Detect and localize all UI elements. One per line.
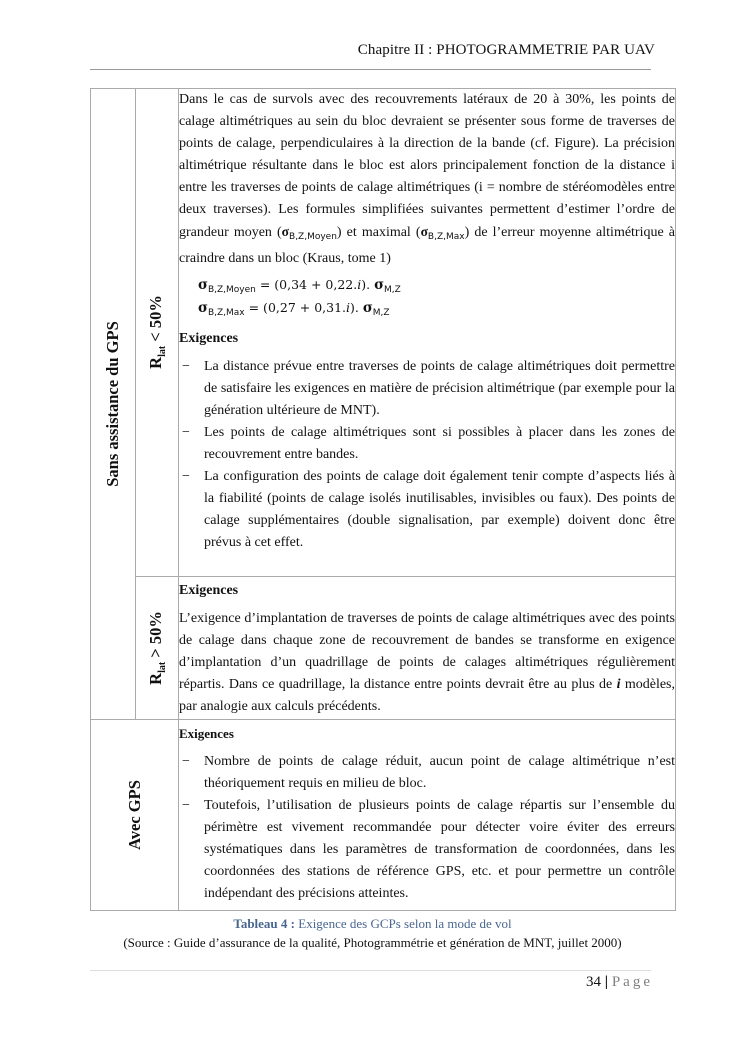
requirements-list: [179, 751, 675, 905]
dash-bullet-icon: −: [182, 359, 190, 374]
dash-bullet-icon: −: [182, 425, 190, 440]
dash-bullet-icon: −: [182, 798, 190, 813]
exigences-heading: Exigences: [179, 331, 239, 346]
group-label-gps: Avec GPS: [124, 780, 144, 850]
group-label-no-gps: Sans assistance du GPS: [103, 321, 122, 487]
table-row-with-gps: [91, 720, 676, 911]
group-label-cell-gps: [91, 720, 179, 911]
list-item: − Les points de calage altimétriques sont si possibles à placer dans les zones de recouvrement entre bandes.: [179, 422, 675, 466]
page-footer: 34 | Page: [586, 974, 653, 990]
footer-divider: [90, 970, 651, 971]
formula-max: $\sigma_{B,Z,Max} = (0,27 + 0,31.i)$. $\sigma_{M,Z}$: [198, 300, 390, 318]
exigences-heading: Exigences: [179, 582, 239, 598]
table-source: (Source : Guide d’assurance de la qualité, Photogrammétrie et génération de MNT, juillet 2000): [123, 935, 622, 950]
rlat-low-label-cell: [136, 89, 179, 577]
requirements-list: [179, 356, 675, 554]
list-item: − La configuration des points de calage doit également tenir compte d’aspects liés à la fiabilité (points de calage isolés inutilisables, invisibles ou faux). Des points de calage supplémentaires (double signalisation, par exemple) doivent donc être prévus à cet effet.: [179, 466, 675, 554]
header-divider: [90, 69, 651, 70]
table-row-rlat-low: [91, 89, 676, 577]
page-number: 34: [586, 974, 602, 990]
with-gps-content: [179, 720, 676, 911]
formula-moyen: $\sigma_{B,Z,Moyen} = (0,34 + 0,22.i)$. $\sigma_{M,Z}$: [198, 277, 401, 295]
gcp-requirements-table: [90, 88, 676, 911]
intro-paragraph: Dans le cas de survols avec des recouvrements latéraux de 20 à 30%, les points de calage altimétriques au sein du bloc devraient se présenter sous forme de traverses de points de calage, perpendiculaires à la direction de la bande (cf. Figure). La précision altimétrique résultante dans le bloc est alors principalement fonction de la distance i entre les traverses de points de calage altimétriques (i = nombre de stéréomodèles entre deux traverses). Les formules simplifiées suivantes permettent d’estimer l’ordre de grandeur moyen $(\sigma_{B,Z,Moyen})$ et maximal $(\sigma_{B,Z,Max})$ de l’erreur moyenne altimétrique à craindre dans un bloc (Kraus, tome 1): [179, 92, 675, 266]
rlat-low-content: [179, 89, 676, 577]
list-item: − Toutefois, l’utilisation de plusieurs points de calage répartis sur l’ensemble du périmètre est vivement recommandée pour détecter voire éviter des erreurs systématiques dans les paramètres de transformation de coordonnées, dans les coordonnées des stations de référence GPS, etc. et pour permettre un contrôle indépendant des précisions atteintes.: [179, 795, 675, 905]
rlat-high-label: $R_{lat} > 50\%$: [145, 610, 169, 685]
formula-block: [179, 276, 675, 322]
list-item: − Nombre de points de calage réduit, aucun point de calage altimétrique n’est théoriquement requis en milieu de bloc.: [179, 751, 675, 795]
rlat-low-label: $R_{lat} < 50\%$: [145, 295, 169, 369]
exigences-heading: Exigences: [179, 726, 234, 741]
rlat-high-label-cell: [136, 576, 179, 719]
table-row-rlat-high: [91, 576, 676, 719]
page-word: Page: [611, 974, 653, 990]
list-item: − La distance prévue entre traverses de points de calage altimétriques doit permettre de satisfaire les exigences en matière de précision altimétrique (par exemple pour la génération ultérieure de MNT).: [179, 356, 675, 422]
table-caption: Tableau 4 : Exigence des GCPs selon la mode de vol: [233, 916, 512, 931]
dash-bullet-icon: −: [182, 754, 190, 769]
group-label-cell-no-gps: [91, 89, 136, 720]
dash-bullet-icon: −: [182, 469, 190, 484]
rlat-high-content: [179, 576, 676, 719]
chapter-header: Chapitre II : PHOTOGRAMMETRIE PAR UAV: [357, 42, 655, 58]
grid-requirement-paragraph: L’exigence d’implantation de traverses de points de calage altimétriques avec des points de calage dans chaque zone de recouvrement de bandes se transforme en exigence d’implantation d’un quadrillage de points de calages altimétriques régulièrement répartis. Dans ce quadrillage, la distance entre points devrait être au plus de i modèles, par analogie aux calculs précédents.: [179, 610, 675, 714]
